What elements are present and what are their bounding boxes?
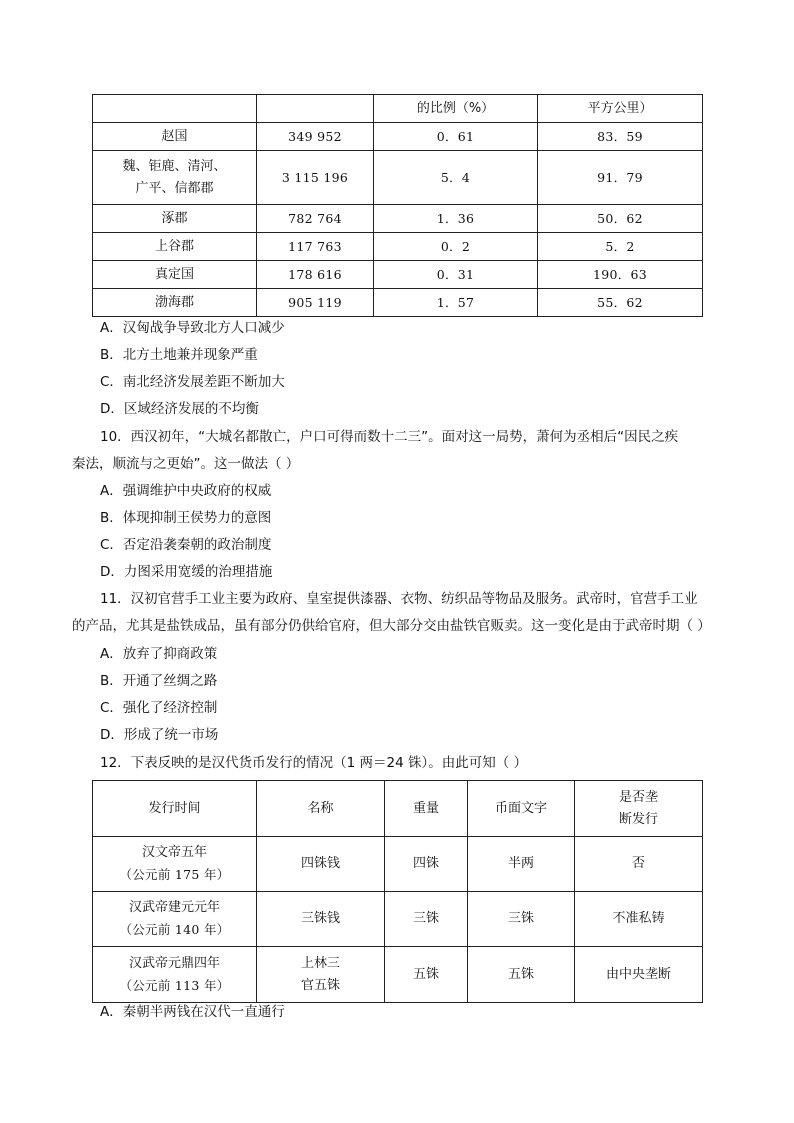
header-cell: 名称 [257, 781, 385, 837]
header-cell: 币面文字 [468, 781, 575, 837]
header-cell: 重量 [385, 781, 468, 837]
q10-option-b[interactable]: B．体现抑制王侯势力的意图 [100, 510, 272, 526]
q11-option-a[interactable]: A．放弃了抑商政策 [100, 646, 218, 662]
monopoly-cell: 不准私铸 [575, 892, 703, 947]
q11-stem-line1: 11．汉初官营手工业主要为政府、皇室提供漆器、衣物、纺织品等物品及服务。武帝时，官营手工业 [100, 591, 698, 607]
ratio-cell: 0．2 [374, 233, 538, 261]
density-cell: 190．63 [538, 261, 703, 289]
q9-option-b[interactable]: B．北方土地兼并现象严重 [100, 347, 258, 363]
ratio-cell: 5．4 [374, 151, 538, 205]
coin-name-cell: 四铢钱 [257, 837, 385, 892]
density-cell: 55．62 [538, 289, 703, 317]
coin-name-line: 官五铢 [300, 977, 340, 993]
ratio-cell: 0．61 [374, 123, 538, 151]
currency-table [92, 780, 703, 1003]
table-row [93, 123, 703, 151]
population-cell: 905 119 [257, 289, 374, 317]
monopoly-cell: 否 [575, 837, 703, 892]
table-row [93, 837, 703, 892]
table-header-row [93, 95, 703, 123]
q9-option-c[interactable]: C．南北经济发展差距不断加大 [100, 374, 285, 390]
density-cell: 50．62 [538, 205, 703, 233]
weight-cell: 五铢 [385, 947, 468, 1003]
region-cell: 赵国 [93, 123, 257, 151]
q10-option-c[interactable]: C．否定沿袭秦朝的政治制度 [100, 537, 272, 553]
time-line: （公元前 113 年） [119, 977, 230, 993]
population-cell: 349 952 [257, 123, 374, 151]
q10-option-d[interactable]: D．力图采用宽缓的治理措施 [100, 564, 273, 580]
time-line: 汉武帝元鼎四年 [128, 955, 220, 971]
monopoly-cell: 由中央垄断 [575, 947, 703, 1003]
region-cell: 真定国 [93, 261, 257, 289]
coin-name-cell: 三铢钱 [257, 892, 385, 947]
region-line: 魏、钜鹿、清河、 [122, 158, 227, 174]
weight-cell: 四铢 [385, 837, 468, 892]
time-line: 汉武帝建元元年 [128, 900, 220, 915]
q9-option-d[interactable]: D．区域经济发展的不均衡 [100, 401, 259, 417]
region-cell: 涿郡 [93, 205, 257, 233]
time-cell [93, 837, 257, 892]
q11-option-c[interactable]: C．强化了经济控制 [100, 700, 218, 716]
q11-option-b[interactable]: B．开通了丝绸之路 [100, 673, 218, 689]
q11-stem-line2: 的产品，尤其是盐铁成品，虽有部分仍供给官府，但大部分交由盐铁官贩卖。这一变化是由于武帝时期（ ） [72, 618, 711, 634]
region-cell: 上谷郡 [93, 233, 257, 261]
table-row [93, 892, 703, 947]
time-line: （公元前 140 年） [119, 922, 230, 937]
table-header-row [93, 781, 703, 837]
population-cell: 782 764 [257, 205, 374, 233]
density-cell: 5．2 [538, 233, 703, 261]
density-cell: 83．59 [538, 123, 703, 151]
time-line: 汉文帝五年 [141, 845, 207, 860]
time-line: （公元前 175 年） [119, 867, 230, 882]
population-cell: 3 115 196 [257, 151, 374, 205]
coin-name-line: 上林三 [300, 955, 340, 971]
header-cell: 平方公里） [538, 95, 703, 123]
table-row [93, 947, 703, 1003]
table-row [93, 289, 703, 317]
q12-option-a[interactable]: A．秦朝半两钱在汉代一直通行 [100, 1004, 285, 1020]
q11-option-d[interactable]: D．形成了统一市场 [100, 727, 219, 743]
population-table [92, 94, 703, 317]
weight-cell: 三铢 [385, 892, 468, 947]
table-row [93, 261, 703, 289]
q9-option-a[interactable]: A．汉匈战争导致北方人口减少 [100, 320, 285, 336]
face-text-cell: 三铢 [468, 892, 575, 947]
face-text-cell: 半两 [468, 837, 575, 892]
table-row [93, 205, 703, 233]
region-cell [93, 151, 257, 205]
region-cell: 渤海郡 [93, 289, 257, 317]
header-cell [93, 95, 257, 123]
header-cell [257, 95, 374, 123]
q10-stem-line2: 秦法，顺流与之更始”。这一做法（ ） [72, 456, 300, 472]
face-text-cell: 五铢 [468, 947, 575, 1003]
time-cell [93, 947, 257, 1003]
header-cell: 的比例（%） [374, 95, 538, 123]
population-cell: 117 763 [257, 233, 374, 261]
ratio-cell: 1．57 [374, 289, 538, 317]
q10-stem-line1: 10．西汉初年，“大城名都散亡，户口可得而数十二三”。面对这一局势，萧何为丞相后“因民之疾 [100, 429, 679, 445]
header-cell: 发行时间 [93, 781, 257, 837]
ratio-cell: 0．31 [374, 261, 538, 289]
time-cell [93, 892, 257, 947]
ratio-cell: 1．36 [374, 205, 538, 233]
population-cell: 178 616 [257, 261, 374, 289]
region-line: 广平、信都郡 [135, 180, 214, 196]
table-row [93, 233, 703, 261]
density-cell: 91．79 [538, 151, 703, 205]
header-line: 是否垄 [618, 789, 658, 805]
header-cell [575, 781, 703, 837]
coin-name-cell [257, 947, 385, 1003]
header-line: 断发行 [618, 811, 658, 827]
table-row [93, 151, 703, 205]
q12-stem: 12．下表反映的是汉代货币发行的情况（1 两＝24 铢）。由此可知（ ） [100, 755, 528, 771]
q10-option-a[interactable]: A．强调维护中央政府的权威 [100, 483, 272, 499]
